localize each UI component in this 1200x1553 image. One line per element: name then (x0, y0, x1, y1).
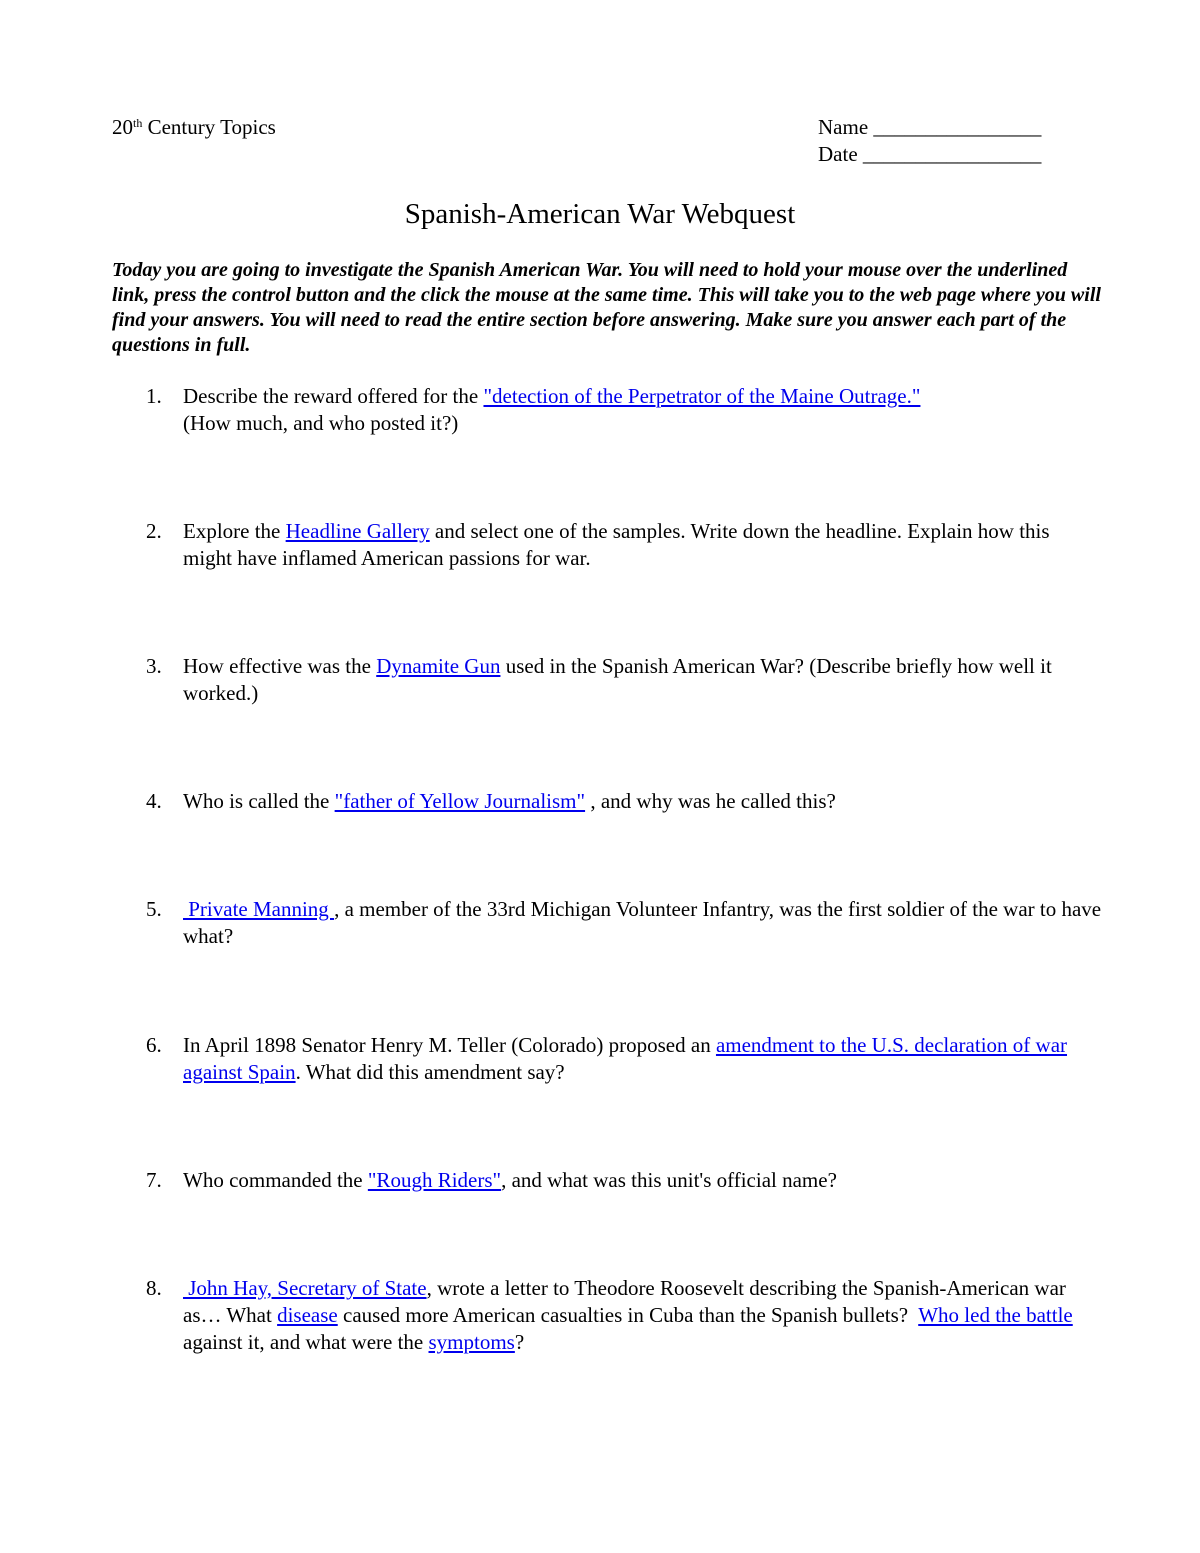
question-number: 7. (146, 1168, 162, 1192)
question-text: against it, and what were the (183, 1330, 429, 1354)
question-text: caused more American casualties in Cuba than the Spanish bullets? (337, 1303, 919, 1327)
question-text: Explore the (183, 519, 286, 543)
dynamite-gun-link[interactable]: Dynamite Gun (376, 654, 501, 678)
rough-riders-link[interactable]: "Rough Riders" (367, 1168, 502, 1192)
question-text: ? (514, 1330, 525, 1354)
question-text: Describe the reward offered for the (183, 384, 484, 408)
question-text: , wrote a letter to Theodore Roosevelt describing the Spanish-American war as… What (183, 1276, 1066, 1327)
question-4 (112, 788, 1102, 815)
instructions: Today you are going to investigate the Spanish American War. You will need to hold your mouse over the underlined link, press the control button and the click the mouse at the same time. This will take you to the web page where you will find your answers. You will need to read the entire section before answering. Make sure you answer each part of the questions in full. (112, 259, 1101, 356)
course-superscript: th (133, 116, 143, 130)
page-title: Spanish-American War Webquest (404, 198, 796, 230)
symptoms-link[interactable]: symptoms (428, 1330, 515, 1354)
question-text: In April 1898 Senator Henry M. Teller (Colorado) proposed an (183, 1033, 716, 1057)
teller-amendment-link[interactable]: amendment to the U.S. declaration of war against Spain (183, 1033, 1068, 1084)
question-text: Who is called the (183, 789, 335, 813)
headline-gallery-link[interactable]: Headline Gallery (285, 519, 430, 543)
maine-outrage-link[interactable]: "detection of the Perpetrator of the Maine Outrage." (483, 384, 921, 408)
question-text: , and why was he called this? (585, 789, 836, 813)
question-text: . What did this amendment say? (295, 1060, 565, 1084)
name-field[interactable]: Name ________________ (818, 115, 1042, 139)
question-text: , a member of the 33rd Michigan Volunteer Infantry, was the first soldier of the war to have what? (183, 897, 1102, 948)
course-prefix: 20 (112, 115, 133, 139)
question-7 (112, 1167, 1102, 1194)
question-text: Who commanded the (183, 1168, 368, 1192)
date-field[interactable]: Date _________________ (818, 142, 1042, 166)
question-text: and select one of the samples. Write down the headline. Explain how this might have inflamed American passions for war. (183, 519, 1050, 570)
question-text: used in the Spanish American War? (Describe briefly how well it worked.) (183, 654, 1052, 705)
question-text: (How much, and who posted it?) (183, 411, 459, 435)
question-number: 2. (146, 519, 162, 543)
course-suffix: Century Topics (142, 115, 276, 139)
student-fields (818, 114, 1041, 168)
yellow-journalism-link[interactable]: "father of Yellow Journalism" (334, 789, 586, 813)
question-text: How effective was the (183, 654, 377, 678)
question-1 (112, 383, 1102, 437)
question-5 (112, 896, 1102, 950)
question-8 (112, 1275, 1102, 1356)
question-3 (112, 653, 1102, 707)
question-text: , and what was this unit's official name? (501, 1168, 837, 1192)
question-number: 5. (146, 897, 162, 921)
course-title (112, 114, 276, 140)
question-2 (112, 518, 1102, 572)
private-manning-link[interactable]: Private Manning (183, 897, 335, 921)
question-6 (112, 1032, 1102, 1086)
question-number: 8. (146, 1276, 162, 1300)
question-number: 4. (146, 789, 162, 813)
question-number: 6. (146, 1033, 162, 1057)
who-led-battle-link[interactable]: Who led the battle (918, 1303, 1073, 1327)
disease-link[interactable]: disease (277, 1303, 338, 1327)
question-number: 3. (146, 654, 162, 678)
john-hay-link[interactable]: John Hay, Secretary of State (183, 1276, 427, 1300)
question-number: 1. (146, 384, 162, 408)
